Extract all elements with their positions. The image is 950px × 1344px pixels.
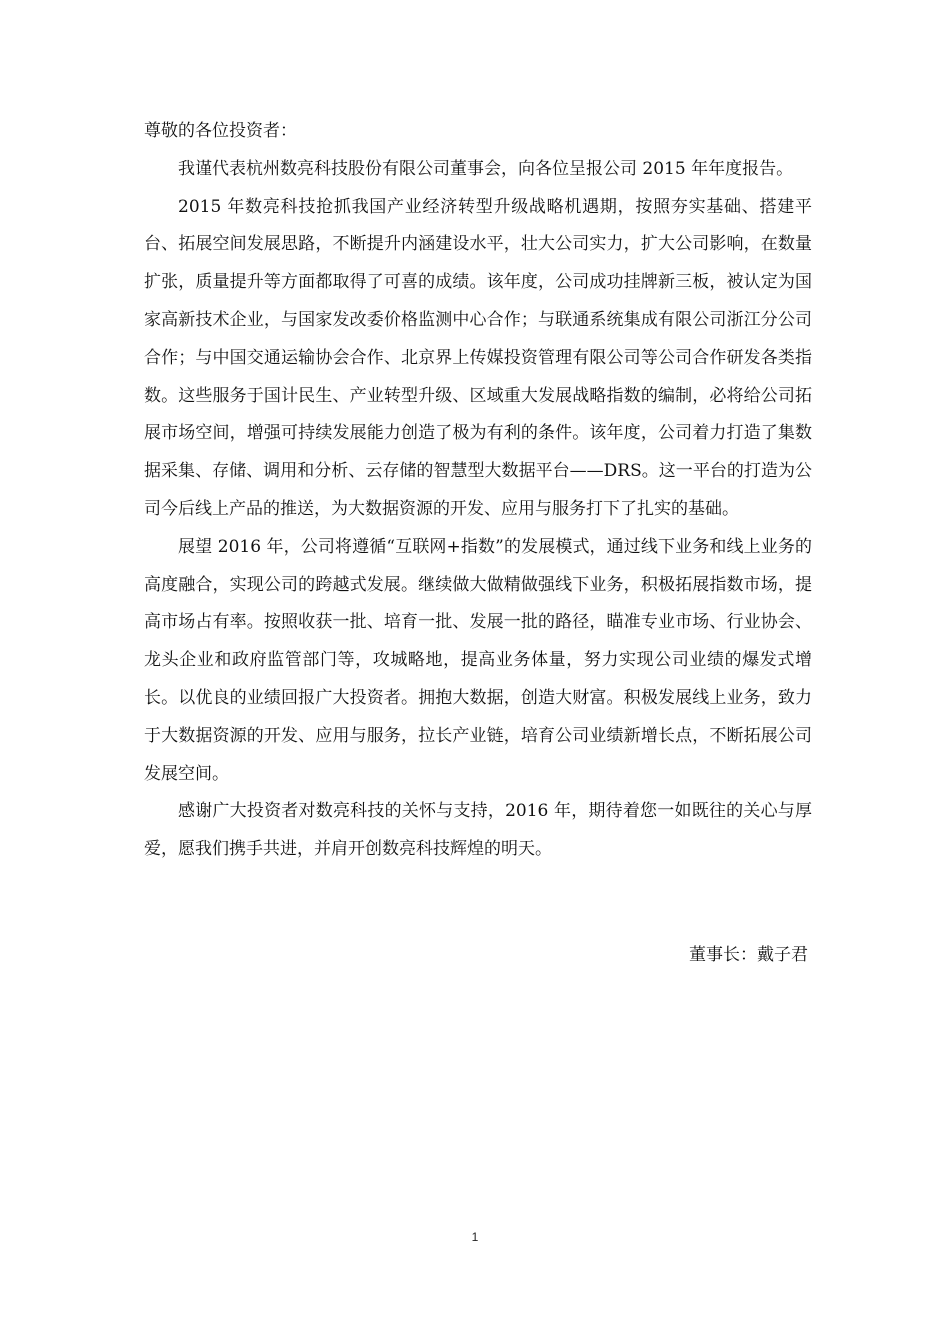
letter-body — [144, 113, 812, 869]
salutation: 尊敬的各位投资者： — [144, 121, 297, 141]
page-number: 1 — [471, 1230, 479, 1244]
signature: 董事长：戴子君 — [689, 945, 808, 965]
paragraph-opening: 我谨代表杭州数亮科技股份有限公司董事会，向各位呈报公司 2015 年年度报告。 — [178, 158, 794, 179]
paragraph-thanks: 感谢广大投资者对数亮科技的关怀与支持，2016 年，期待着您一如既往的关心与厚爱，愿我们携手共进，并肩开创数亮科技辉煌的明天。 — [144, 801, 812, 860]
paragraph-2015-review: 2015 年数亮科技抢抓我国产业经济转型升级战略机遇期，按照夯实基础、搭建平台、拓展空间发展思路，不断提升内涵建设水平，壮大公司实力，扩大公司影响，在数量扩张，质量提升等方面都取得了可喜的成绩。该年度，公司成功挂牌新三板，被认定为国家高新技术企业，与国家发改委价格监测中心合作；与联通系统集成有限公司浙江分公司合作；与中国交通运输协会合作、北京界上传媒投资管理有限公司等公司合作研发各类指数。这些服务于国计民生、产业转型升级、区域重大发展战略指数的编制，必将给公司拓展市场空间，增强可持续发展能力创造了极为有利的条件。该年度，公司着力打造了集数据采集、存储、调用和分析、云存储的智慧型大数据平台——DRS。这一平台的打造为公司今后线上产品的推送，为大数据资源的开发、应用与服务打下了扎实的基础。 — [144, 196, 812, 519]
paragraph-2016-outlook: 展望 2016 年，公司将遵循“互联网+指数”的发展模式，通过线下业务和线上业务的高度融合，实现公司的跨越式发展。继续做大做精做强线下业务，积极拓展指数市场，提高市场占有率。按照收获一批、培育一批、发展一批的路径，瞄准专业市场、行业协会、龙头企业和政府监管部门等，攻城略地，提高业务体量，努力实现公司业绩的爆发式增长。以优良的业绩回报广大投资者。拥抱大数据，创造大财富。积极发展线上业务，致力于大数据资源的开发、应用与服务，拉长产业链，培育公司业绩新增长点，不断拓展公司发展空间。 — [144, 536, 812, 784]
